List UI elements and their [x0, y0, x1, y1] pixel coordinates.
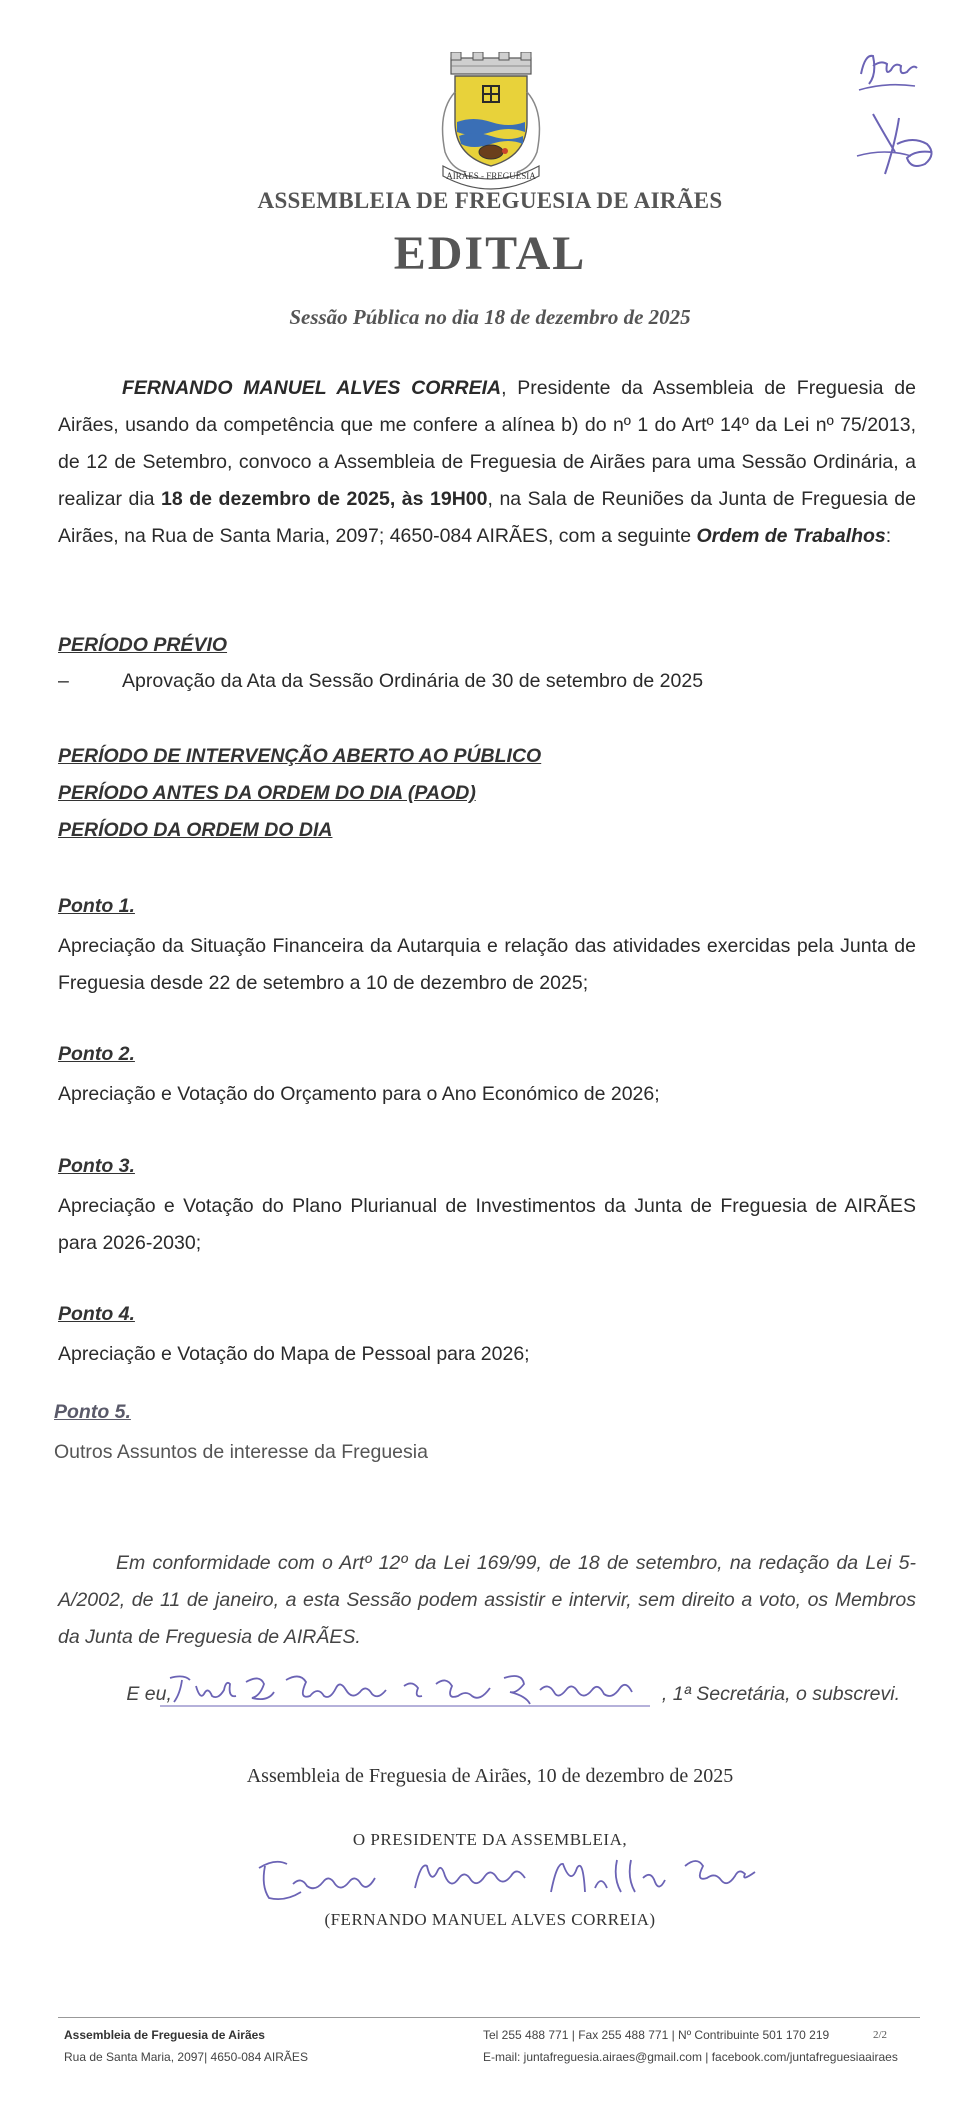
organization-title: ASSEMBLEIA DE FREGUESIA DE AIRÃES — [257, 188, 723, 213]
footer-address: Rua de Santa Maria, 2097| 4650-084 AIRÃES — [64, 2050, 308, 2064]
point-5-text: Outros Assuntos de interesse da Freguesia — [54, 1441, 428, 1463]
intro-text-2: , na Sala de Reuniões da Junta de Freguesia de Airães, na Rua de Santa Maria, 2097; 4650-084 AIRÃES, com a seguinte — [58, 488, 917, 547]
president-printed-name: (FERNANDO MANUEL ALVES CORREIA) — [324, 1910, 656, 1929]
secretary-signature — [160, 1666, 650, 1716]
secretary-signature-icon — [160, 1666, 650, 1716]
parish-coat-of-arms — [421, 52, 561, 192]
periodo-previo-heading: PERÍODO PRÉVIO — [58, 634, 228, 656]
intro-text-3: : — [885, 525, 892, 547]
period-ordem-do-dia: PERÍODO DA ORDEM DO DIA — [58, 819, 333, 841]
page-number: 2/2 — [873, 2029, 888, 2041]
legal-closing-paragraph: Em conformidade com o Artº 12º da Lei 169/99, de 18 de setembro, na redação da Lei 5-A/2002, de 11 de janeiro, a esta Sessão podem assistir e intervir, sem direito a voto, os Membros da Junta de Freguesia de AIRÃES. — [58, 1552, 916, 1648]
period-public-intervention: PERÍODO DE INTERVENÇÃO ABERTO AO PÚBLICO — [58, 745, 542, 767]
footer-org-name: Assembleia de Freguesia de Airães — [64, 2028, 265, 2042]
agenda-label: Ordem de Trabalhos — [696, 525, 886, 547]
point-4-label: Ponto 4. — [58, 1303, 135, 1325]
footer-contacts: Tel 255 488 771 | Fax 255 488 771 | Nº Contribuinte 501 170 219 — [483, 2028, 830, 2042]
periodo-previo-text: Aprovação da Ata da Sessão Ordinária de 30 de setembro de 2025 — [122, 670, 704, 692]
document-title: EDITAL — [393, 227, 587, 280]
point-2-text: Apreciação e Votação do Orçamento para o Ano Económico de 2026; — [58, 1083, 660, 1105]
point-3-text: Apreciação e Votação do Plano Plurianual de Investimentos da Junta de Freguesia de AIRÃES para 2026-2030; — [58, 1195, 916, 1254]
place-and-date: Assembleia de Freguesia de Airães, 10 de dezembro de 2025 — [246, 1765, 734, 1787]
point-4-text: Apreciação e Votação do Mapa de Pessoal para 2026; — [58, 1343, 530, 1365]
coat-of-arms-icon — [421, 52, 561, 192]
president-signature-icon — [245, 1848, 765, 1908]
intro-paragraph — [58, 370, 916, 555]
footer-email-web: E-mail: juntafreguesia.airaes@gmail.com | facebook.com/juntafreguesiaairaes — [483, 2050, 898, 2064]
intro-text-1: , Presidente da Assembleia de Freguesia de Airães, usando da competência que me confere a alínea b) do nº 1 do Artº 14º da Lei nº 75/2013, de 12 de Setembro, convoco a Assembleia de Freguesia de Airães para uma Sessão Ordinária, a realizar dia — [58, 377, 916, 510]
president-name: FERNANDO MANUEL ALVES CORREIA — [122, 377, 502, 399]
period-paod: PERÍODO ANTES DA ORDEM DO DIA (PAOD) — [58, 782, 476, 804]
point-3-label: Ponto 3. — [58, 1155, 135, 1177]
point-2-label: Ponto 2. — [58, 1043, 135, 1065]
initials-signature-icon — [855, 44, 955, 184]
president-signature — [245, 1848, 765, 1908]
secretary-suffix: , 1ª Secretária, o subscrevi. — [661, 1683, 900, 1706]
point-1-label: Ponto 1. — [58, 895, 135, 917]
secretary-prefix: E eu, — [126, 1683, 172, 1706]
footer-divider — [58, 2017, 920, 2018]
president-signature-label: O PRESIDENTE DA ASSEMBLEIA, — [352, 1830, 628, 1849]
handwritten-initials — [855, 44, 955, 184]
crest-motto: AIRÃES - FREGUESIA — [446, 171, 536, 181]
session-date-time: 18 de dezembro de 2025, às 19H00 — [161, 488, 488, 510]
point-5-label: Ponto 5. — [54, 1401, 131, 1423]
periodo-previo-item — [58, 670, 703, 693]
session-subtitle: Sessão Pública no dia 18 de dezembro de 2025 — [289, 305, 691, 329]
point-1-text: Apreciação da Situação Financeira da Autarquia e relação das atividades exercidas pela Junta de Freguesia desde 22 de setembro a 10 de dezembro de 2025; — [58, 935, 916, 994]
list-dash: – — [58, 670, 69, 692]
